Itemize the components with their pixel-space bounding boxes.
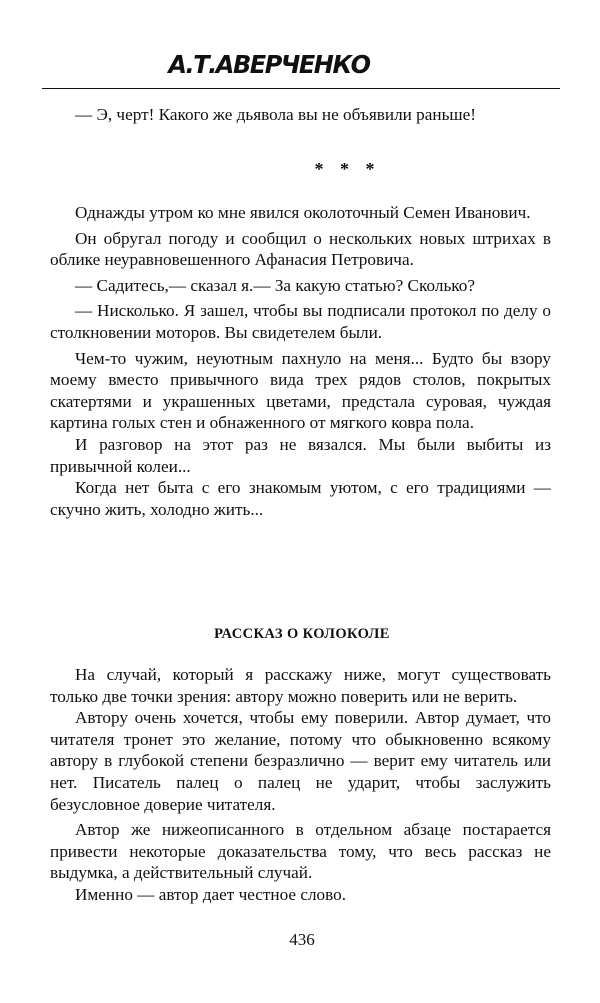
- paragraph: Чем-то чужим, неуютным пахнуло на меня... Будто бы взору моему вместо привычного вида трех рядов столов, покрытых скатертями и украшенных цветами, предстала суровая, чуждая картина голых стен и обнаженного от мягкого ковра пола.: [50, 348, 551, 433]
- paragraph: Автору очень хочется, чтобы ему поверили. Автор думает, что читателя тронет это желание, потому что обыкновенно всякому автору в глубокой степени безразлично — верит ему читатель или нет. Писатель палец о палец не ударит, чтобы заслужить безусловное доверие читателя.: [50, 708, 551, 814]
- page-header: [42, 46, 560, 102]
- paragraph: Именно — автор дает честное слово.: [75, 884, 347, 904]
- paragraph: На случай, который я расскажу ниже, могут существовать только две точки зрения: автору можно поверить или не верить.: [50, 665, 551, 706]
- section-title: РАССКАЗ О КОЛОКОЛЕ: [214, 626, 390, 642]
- paragraph: Он обругал погоду и сообщил о нескольких новых штрихах в облике неуравновешенного Афанасия Петровича.: [50, 228, 551, 270]
- header-rule: [42, 88, 560, 89]
- paragraph: — Садитесь,— сказал я.— За какую статью? Сколько?: [75, 275, 475, 295]
- paragraph: — Э, черт! Какого же дьявола вы не объявили раньше!: [75, 105, 476, 124]
- text-block-bell-story: [50, 664, 551, 906]
- running-title: А.Т.АВЕРЧЕНКО: [168, 50, 370, 79]
- paragraph: Автор же нижеописанного в отдельном абзаце постарается привести некоторые доказательства тому, что весь рассказ не выдумка, а действительный случай.: [50, 820, 551, 883]
- paragraph: И разговор на этот раз не вязался. Мы были выбиты из привычной колеи...: [50, 434, 551, 476]
- text-block-morning-visit: [50, 202, 551, 520]
- page-number: 436: [289, 930, 315, 949]
- paragraph: Когда нет быта с его знакомым уютом, с его традициями — скучно жить, холодно жить...: [50, 478, 551, 519]
- text-block-dialogue: [50, 104, 551, 126]
- paragraph: Однажды утром ко мне явился околоточный Семен Иванович.: [75, 203, 531, 222]
- paragraph: — Нисколько. Я зашел, чтобы вы подписали протокол по делу о столкновении моторов. Вы свидетелем были.: [50, 301, 551, 342]
- section-separator: * * *: [314, 159, 381, 179]
